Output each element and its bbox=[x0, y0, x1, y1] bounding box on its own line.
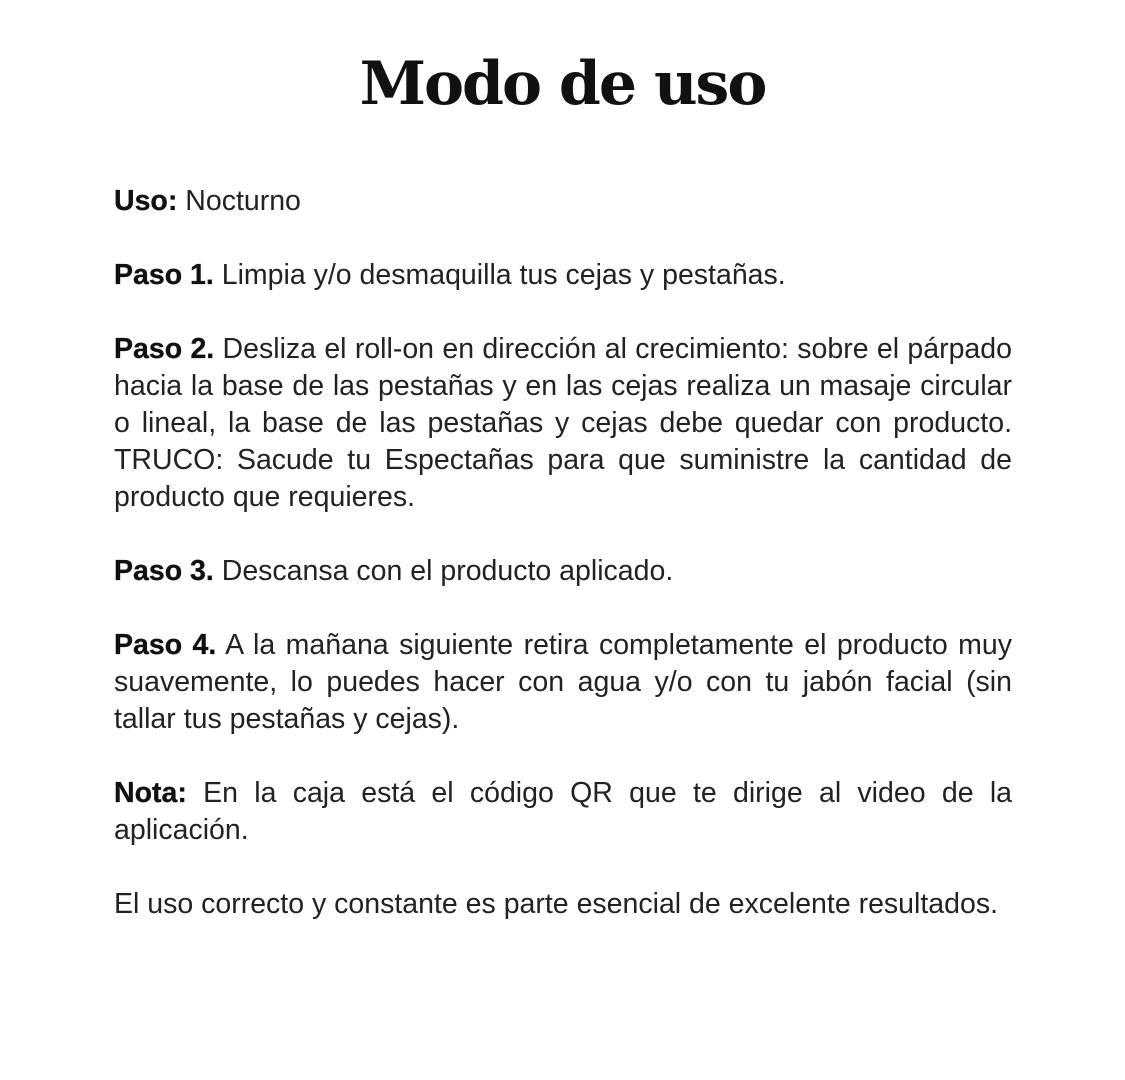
step-3-paragraph bbox=[114, 553, 1012, 590]
paragraph-text: A la mañana siguiente retira completamente el producto muy suavemente, lo puedes hacer con agua y/o con tu jabón facial (sin tallar tus pestañas y cejas). bbox=[114, 629, 1013, 735]
paragraph-text: El uso correcto y constante es parte esencial de excelente resultados. bbox=[114, 888, 999, 920]
step-1-paragraph bbox=[114, 257, 1012, 294]
instructions bbox=[114, 183, 1012, 960]
paragraph-text: Limpia y/o desmaquilla tus cejas y pestañas. bbox=[213, 259, 786, 291]
step-2-paragraph bbox=[114, 331, 1012, 516]
step-4-paragraph bbox=[114, 627, 1012, 738]
paragraph-label: Paso 4. bbox=[114, 629, 217, 661]
paragraph-text: En la caja está el código QR que te dirige al video de la aplicación. bbox=[114, 777, 1012, 846]
note-paragraph bbox=[114, 775, 1012, 849]
paragraph-label: Uso: bbox=[114, 185, 178, 217]
page-title: Modo de uso bbox=[359, 49, 766, 119]
paragraph-text: Descansa con el producto aplicado. bbox=[213, 555, 674, 587]
usage-paragraph bbox=[114, 183, 1012, 220]
closing-paragraph bbox=[114, 886, 1012, 923]
paragraph-label: Paso 1. bbox=[114, 259, 214, 291]
paragraph-label: Nota: bbox=[114, 777, 187, 809]
paragraph-text: Nocturno bbox=[177, 185, 301, 217]
paragraph-label: Paso 3. bbox=[114, 555, 214, 587]
paragraph-label: Paso 2. bbox=[114, 333, 215, 365]
paragraph-text: Desliza el roll-on en dirección al crecimiento: sobre el párpado hacia la base de las pestañas y en las cejas realiza un masaje circular o lineal, la base de las pestañas y cejas debe quedar con producto. TRUCO: Sacude tu Espectañas para que suministre la cantidad de producto que requieres. bbox=[114, 333, 1012, 513]
